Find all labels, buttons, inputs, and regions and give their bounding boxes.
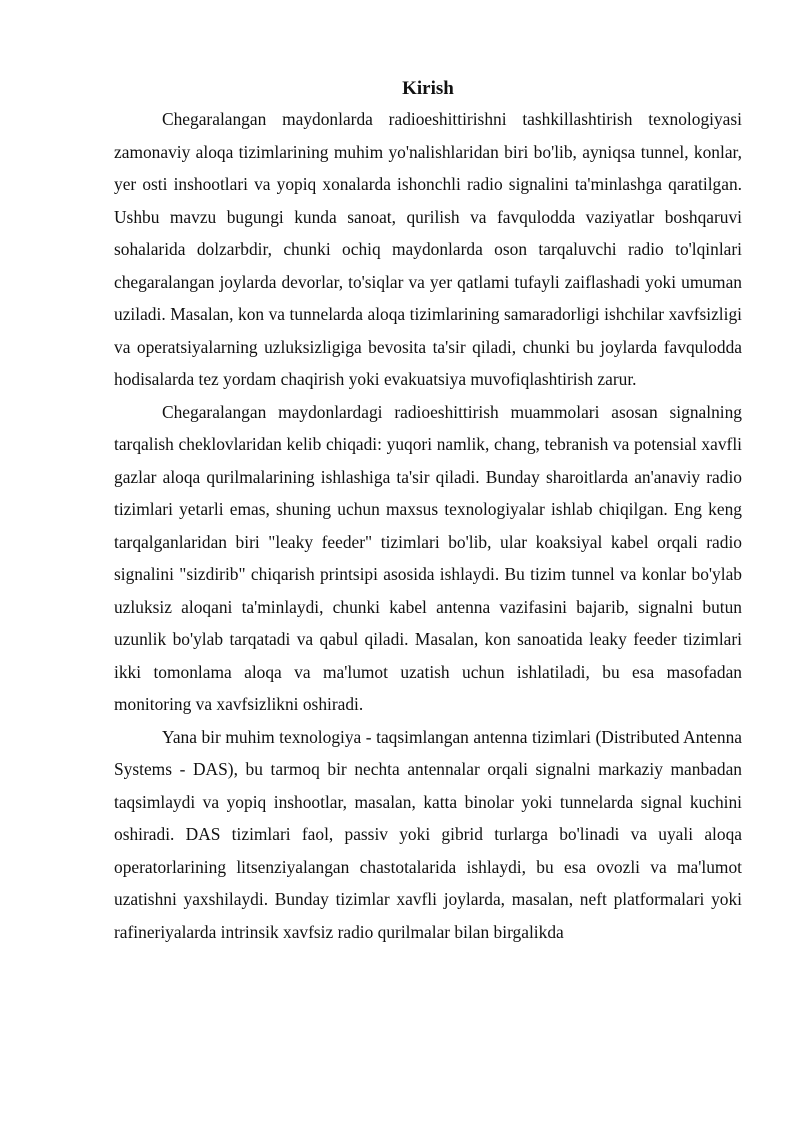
paragraph-2: Chegaralangan maydonlardagi radioeshittirish muammolari asosan signalning tarqalish cheklovlaridan kelib chiqadi: yuqori namlik, chang, tebranish va potensial xavfli gazlar aloqa qurilmalarining ishlashiga ta'sir qiladi. Bunday sharoitlarda an'anaviy radio tizimlari yetarli emas, shuning uchun maxsus texnologiyalar ishlab chiqilgan. Eng keng tarqalganlaridan biri "leaky feeder" tizimlari bo'lib, ular koaksiyal kabel orqali radio signalini "sizdirib" chiqarish printsipi asosida ishlaydi. Bu tizim tunnel va konlar bo'ylab uzluksiz aloqani ta'minlaydi, chunki kabel antenna vazifasini bajarib, signalni butun uzunlik bo'ylab tarqatadi va qabul qiladi. Masalan, kon sanoatida leaky feeder tizimlari ikki tomonlama aloqa va ma'lumot uzatish uchun ishlatiladi, bu esa masofadan monitoring va xavfsizlikni oshiradi. (114, 401, 742, 714)
document-title: Kirish (402, 78, 454, 99)
document-page (114, 76, 742, 948)
paragraph-1: Chegaralangan maydonlarda radioeshittirishni tashkillashtirish texnologiyasi zamonaviy aloqa tizimlarining muhim yo'nalishlaridan biri bo'lib, ayniqsa tunnel, konlar, yer osti inshootlari va yopiq xonalarda ishonchli radio signalini ta'minlashga qaratilgan. Ushbu mavzu bugungi kunda sanoat, qurilish va favqulodda vaziyatlar boshqaruvi sohalarida dolzarbdir, chunki ochiq maydonlarda oson tarqaluvchi radio to'lqinlari chegaralangan joylarda devorlar, to'siqlar va yer qatlami tufayli zaiflashadi yoki umuman uziladi. Masalan, kon va tunnelarda aloqa tizimlarining samaradorligi ishchilar xavfsizligi va operatsiyalarning uzluksizligiga bevosita ta'sir qiladi, chunki bu joylarda favqulodda hodisalarda tez yordam chaqirish yoki evakuatsiya muvofiqlashtirish zarur. (114, 109, 742, 389)
paragraph-3: Yana bir muhim texnologiya - taqsimlangan antenna tizimlari (Distributed Antenna Systems - DAS), bu tarmoq bir nechta antennalar orqali signalni markaziy manbadan taqsimlaydi va yopiq inshootlar, masalan, katta binolar yoki tunnelarda signal kuchini oshiradi. DAS tizimlari faol, passiv yoki gibrid turlarga bo'linadi va uyali aloqa operatorlarining litsenziyalangan chastotalarida ishlaydi, bu esa ovozli va ma'lumot uzatishni yaxshilaydi. Bunday tizimlar xavfli joylarda, masalan, neft platformalari yoki rafineriyalarda intrinsik xavfsiz radio qurilmalar bilan birgalikda (114, 726, 742, 942)
